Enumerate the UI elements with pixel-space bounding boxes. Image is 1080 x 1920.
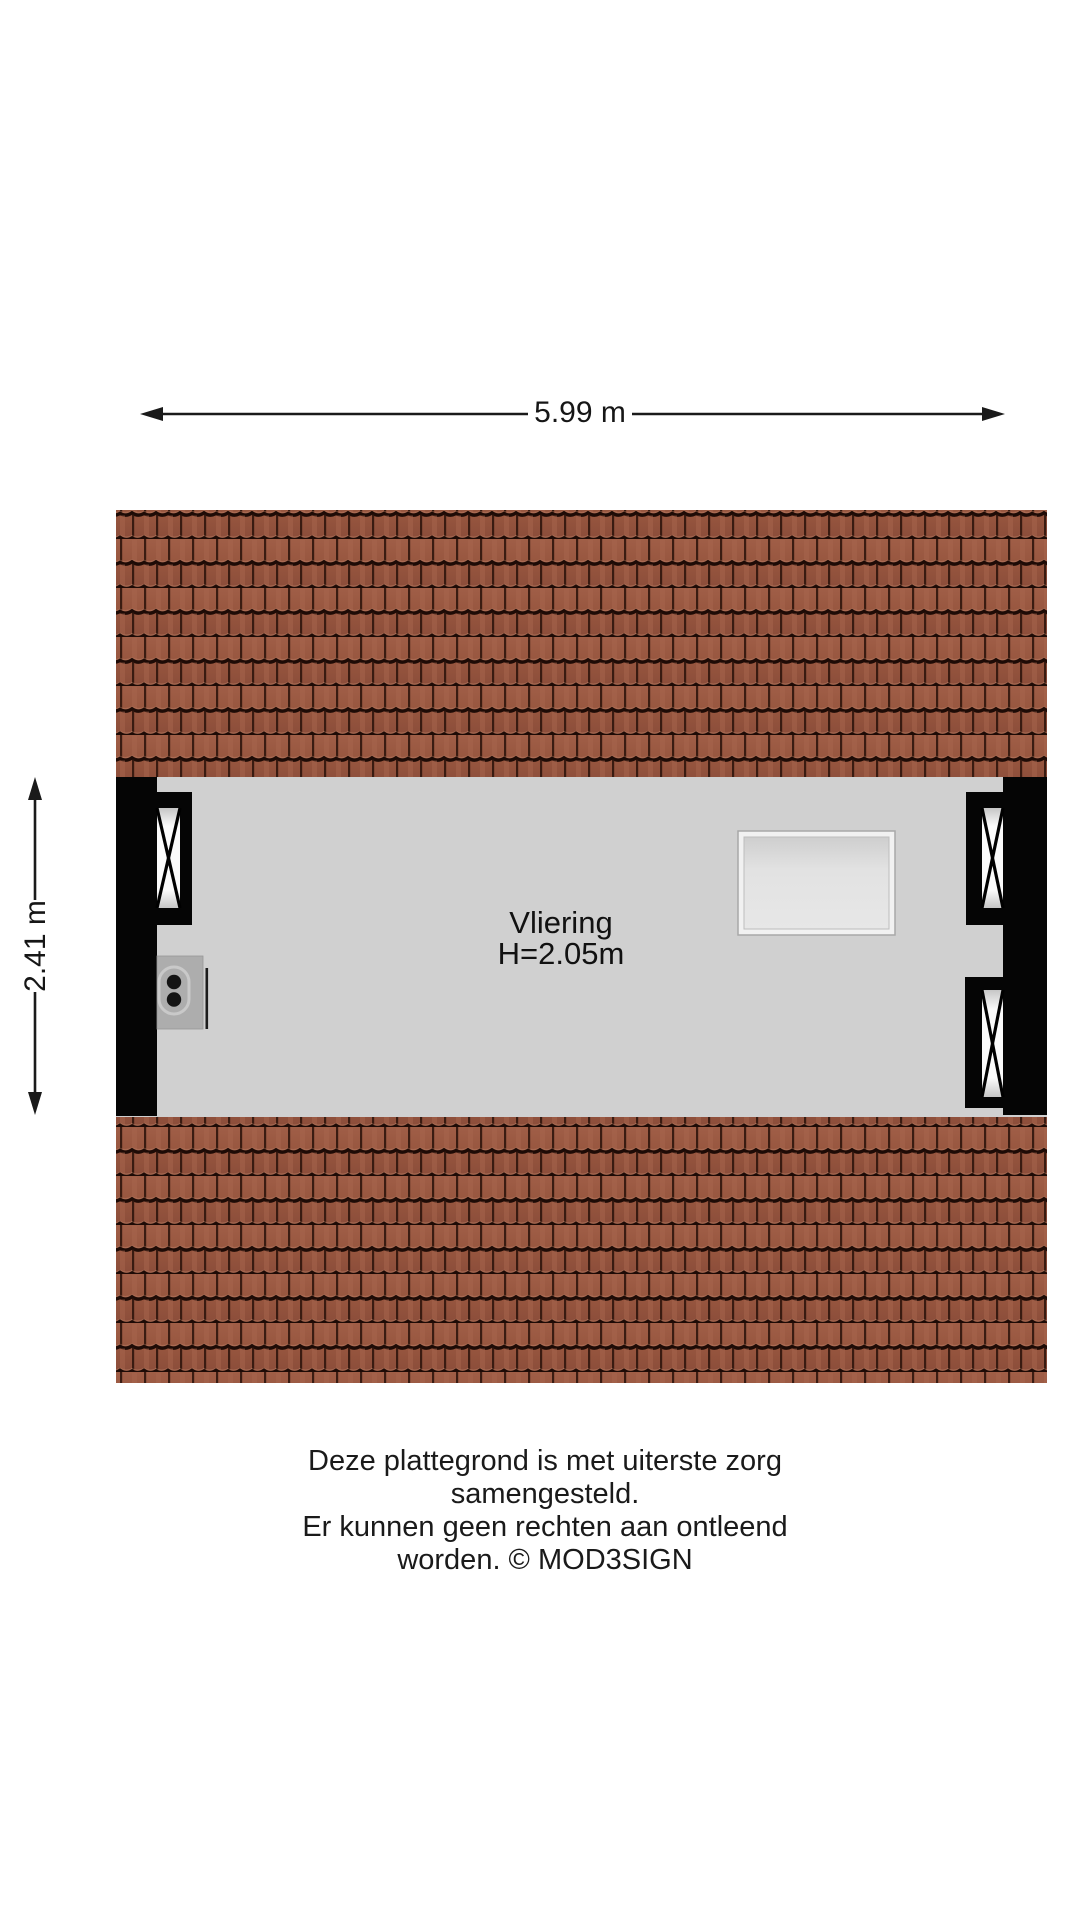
wall-right — [1003, 777, 1047, 1115]
disclaimer-line-2: Er kunnen geen rechten aan ontleend worden. © MOD3SIGN — [302, 1511, 788, 1576]
wall-left — [116, 777, 157, 1116]
disclaimer-line-1: Deze plattegrond is met uiterste zorg samengesteld. — [308, 1445, 782, 1510]
window-symbol-left — [155, 792, 192, 925]
width-dimension-label: 5.99 m — [534, 396, 626, 429]
power-outlet-icon — [157, 956, 208, 1029]
roof-bottom — [116, 1117, 1047, 1383]
disclaimer — [278, 1445, 813, 1577]
skylight-window — [738, 831, 895, 935]
depth-dimension-label: 2.41 m — [19, 900, 52, 992]
room-name: Vliering — [509, 905, 613, 940]
window-symbol-top-right — [966, 792, 1003, 925]
roof-top — [116, 510, 1047, 777]
room-ceiling-height: H=2.05m — [497, 936, 625, 971]
room-label — [498, 907, 625, 969]
window-symbol-bottom-right — [965, 977, 1003, 1108]
